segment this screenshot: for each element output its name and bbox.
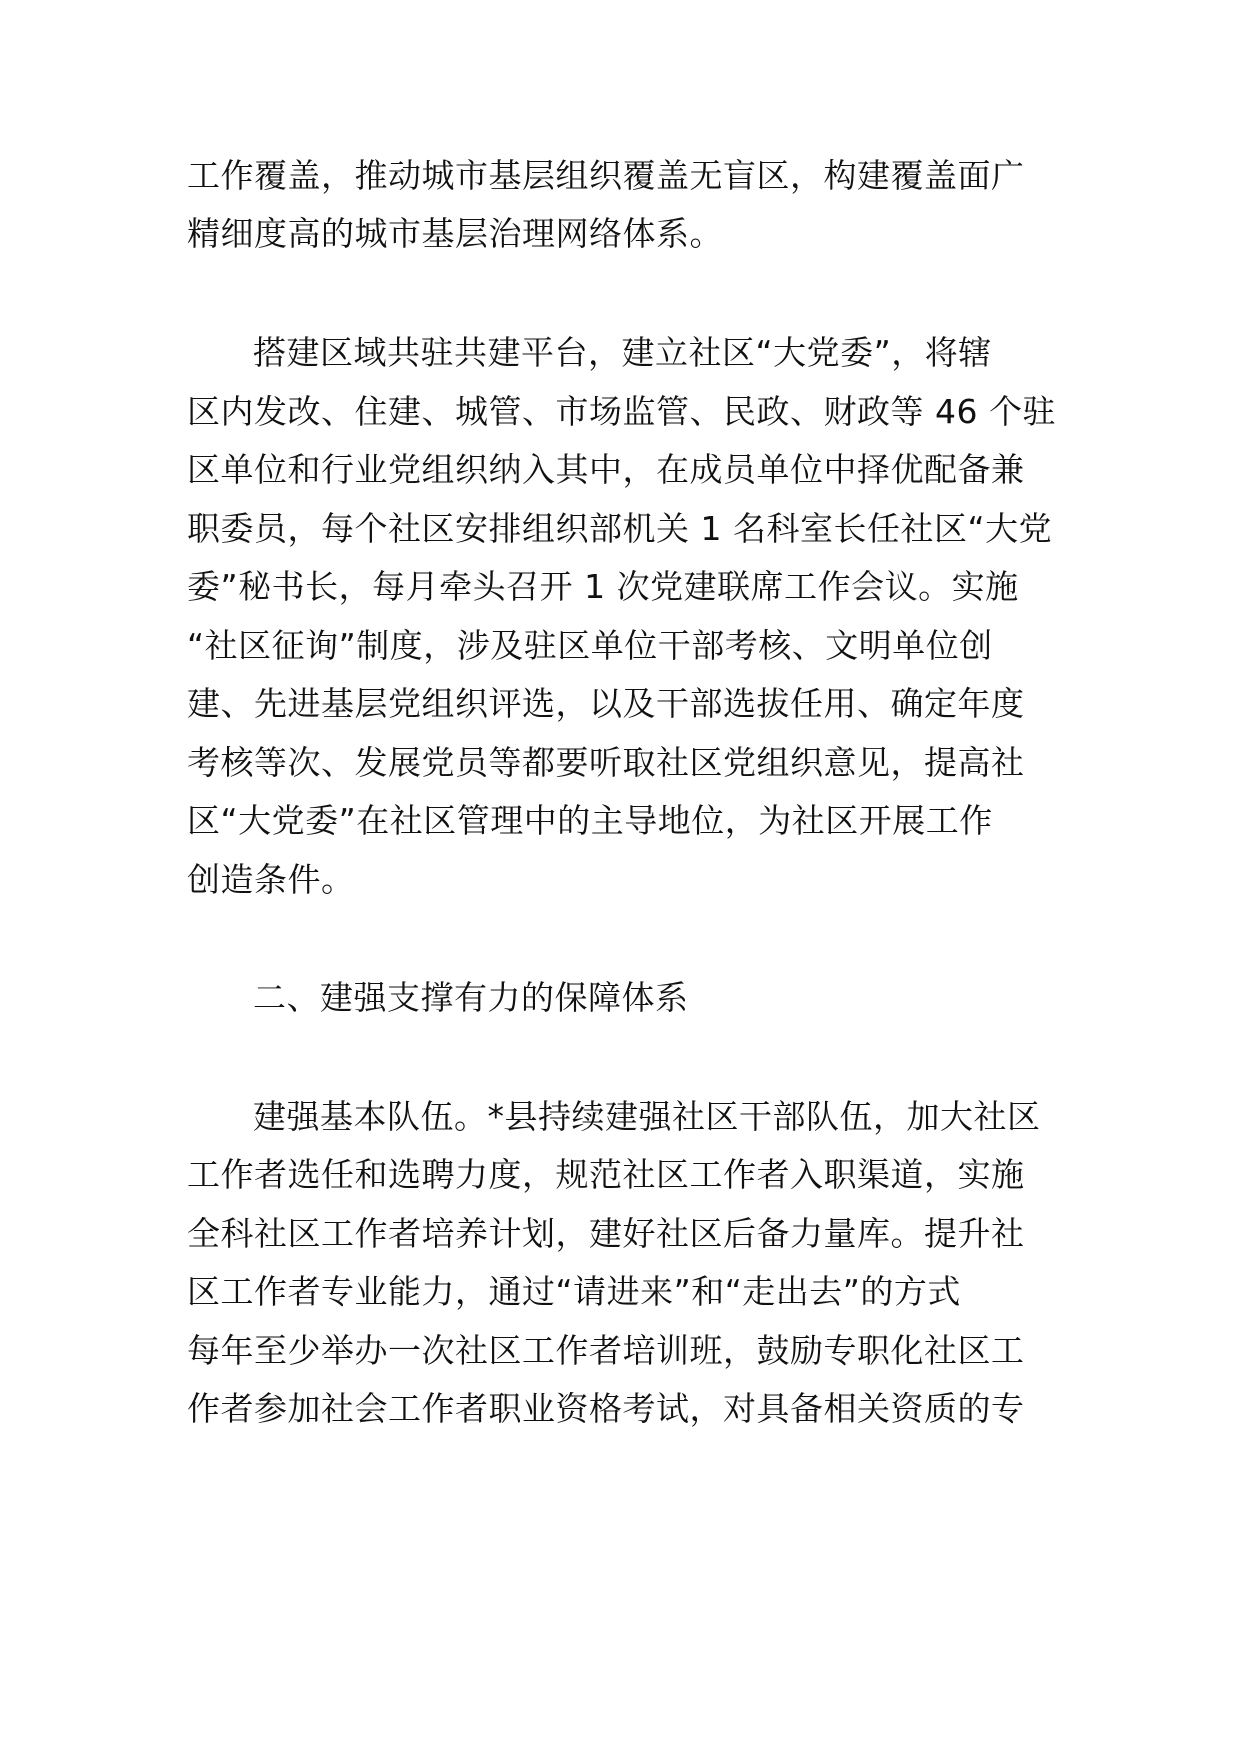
paragraph-2-line-10: 创造条件。	[187, 860, 355, 899]
paragraph-2-line-8: 考核等次、发展党员等都要听取社区党组织意见，提高社	[187, 743, 1025, 782]
paragraph-3-line-6: 作者参加社会工作者职业资格考试，对具备相关资质的专	[187, 1389, 1025, 1428]
paragraph-1-line-1: 工作覆盖，推动城市基层组织覆盖无盲区，构建覆盖面广	[187, 156, 1025, 195]
paragraph-2-line-1: 搭建区域共驻共建平台，建立社区“大党委”，将辖	[253, 333, 992, 372]
paragraph-3-line-4: 区工作者专业能力，通过“请进来”和“走出去”的方式	[187, 1272, 961, 1311]
section-heading: 二、建强支撑有力的保障体系	[253, 978, 689, 1017]
paragraph-2-line-9: 区“大党委”在社区管理中的主导地位，为社区开展工作	[187, 801, 993, 840]
paragraph-2-line-3: 区单位和行业党组织纳入其中，在成员单位中择优配备兼	[187, 450, 1025, 489]
paragraph-3-line-1: 建强基本队伍。*县持续建强社区干部队伍，加大社区	[253, 1097, 1041, 1136]
paragraph-2-line-5: 委”秘书长，每月牵头召开 1 次党建联席工作会议。实施	[187, 567, 1019, 606]
paragraph-2-line-2: 区内发改、住建、城管、市场监管、民政、财政等 46 个驻	[187, 392, 1056, 431]
paragraph-2-line-7: 建、先进基层党组织评选，以及干部选拔任用、确定年度	[187, 684, 1025, 723]
paragraph-2-line-6: “社区征询”制度，涉及驻区单位干部考核、文明单位创	[187, 626, 993, 665]
paragraph-1-line-2: 精细度高的城市基层治理网络体系。	[187, 214, 723, 253]
paragraph-2-line-4: 职委员，每个社区安排组织部机关 1 名科室长任社区“大党	[187, 509, 1053, 548]
paragraph-3-line-3: 全科社区工作者培养计划，建好社区后备力量库。提升社	[187, 1214, 1025, 1253]
paragraph-3-line-5: 每年至少举办一次社区工作者培训班，鼓励专职化社区工	[187, 1331, 1025, 1370]
paragraph-3-line-2: 工作者选任和选聘力度，规范社区工作者入职渠道，实施	[187, 1155, 1025, 1194]
